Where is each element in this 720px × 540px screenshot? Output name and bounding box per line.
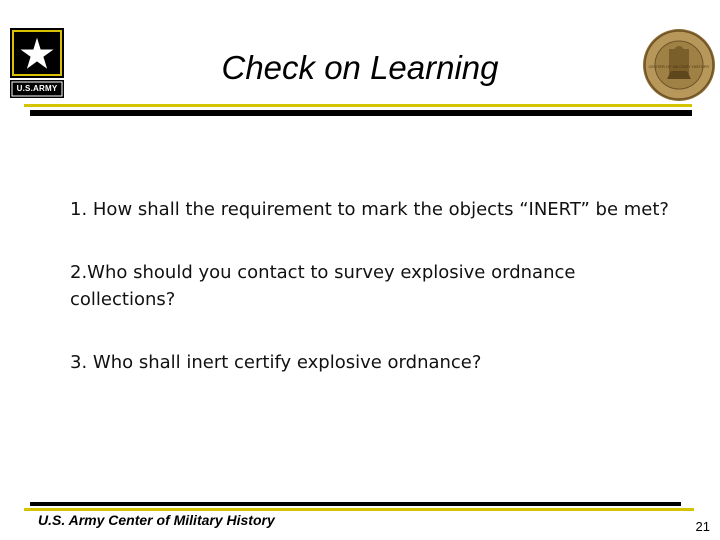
header-rule-black xyxy=(30,110,692,116)
question-item: 2.Who should you contact to survey explosive ordnance collections? xyxy=(70,262,576,310)
logo-text: U.S.ARMY xyxy=(16,84,58,93)
question-list xyxy=(70,196,680,376)
seal-text: CENTER OF MILITARY HISTORY xyxy=(648,64,710,69)
slide-title: Check on Learning xyxy=(221,49,499,86)
page-number: 21 xyxy=(695,519,710,534)
header-rule-gold xyxy=(24,104,692,107)
question-item: 3. Who shall inert certify explosive ordnance? xyxy=(70,352,482,373)
question-item: 1. How shall the requirement to mark the objects “INERT” be met? xyxy=(70,199,669,220)
footer-rule-black xyxy=(30,502,681,506)
footer-org-name: U.S. Army Center of Military History xyxy=(38,512,275,528)
footer-rule-gold xyxy=(24,508,694,511)
